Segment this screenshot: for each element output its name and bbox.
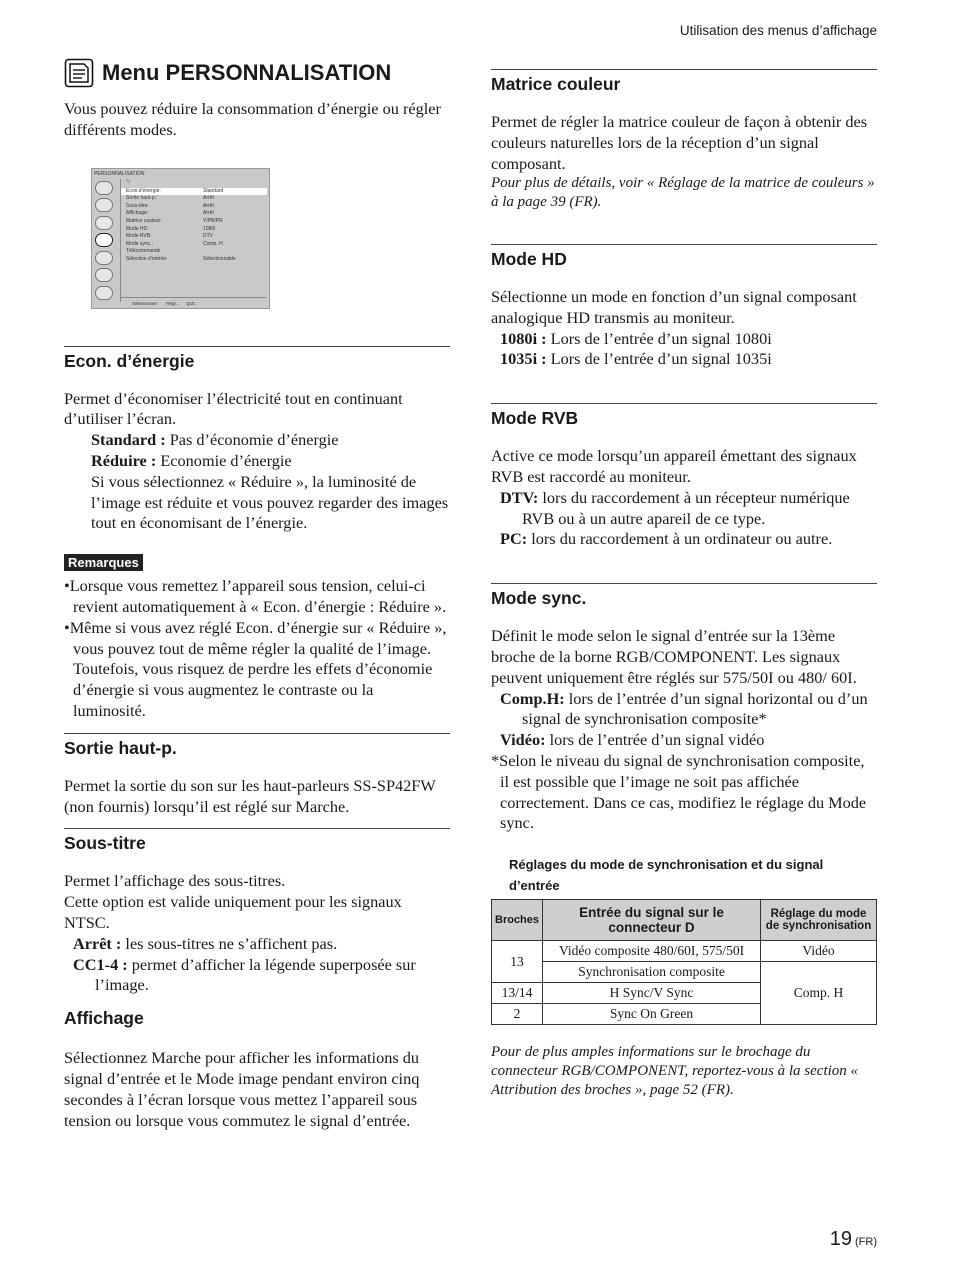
sous-titre-arret bbox=[64, 934, 450, 955]
personalization-selected-icon bbox=[95, 233, 113, 247]
option-label: Réduire : bbox=[91, 450, 157, 470]
remarques-badge: Remarques bbox=[64, 554, 143, 571]
footer-select-label: Sélectionner: bbox=[132, 300, 159, 306]
menu-back-row bbox=[121, 179, 267, 188]
option-label: Comp.H: bbox=[500, 688, 565, 708]
section-affichage bbox=[64, 1006, 450, 1131]
table-cell: 13 bbox=[492, 941, 543, 983]
econ-text: Permet d’économiser l’électricité tout en continuant d’utiliser l’écran. bbox=[64, 388, 403, 429]
sync-table-block bbox=[491, 854, 877, 1025]
option-label: 1035i : bbox=[500, 349, 547, 369]
option-text: les sous-titres ne s’affichent pas. bbox=[121, 933, 338, 953]
sous-titre-text1: Permet l’affichage des sous-titres. bbox=[64, 871, 286, 891]
table-cell: Vidéo composite 480/60I, 575/50I bbox=[543, 941, 761, 962]
menu-row bbox=[121, 218, 267, 226]
section-heading: Mode RVB bbox=[491, 408, 579, 429]
menu-row-value: Arrêt bbox=[203, 210, 214, 217]
mode-rvb-dtv bbox=[491, 488, 877, 530]
table-header-row bbox=[492, 900, 877, 941]
mode-sync-footnote: *Selon le niveau du signal de synchronisation composite, il est possible que l’image ne soit pas affichée correctement. Dans ce cas, modifiez le réglage du Mode sync. bbox=[491, 750, 867, 833]
option-text: lors du raccordement à un récepteur numérique RVB ou à un autre apareil de ce type. bbox=[522, 487, 850, 528]
menu-row-key: Econ.d’énergie: bbox=[126, 187, 161, 194]
option-label: PC: bbox=[500, 529, 528, 549]
info-menu-icon bbox=[95, 268, 113, 282]
note-item: •Même si vous avez réglé Econ. d’énergie sur « Réduire », vous pouvez tout de même régler la qualité de l’image. Toutefois, vous risquez de perdre les effets d’économie d’énergie si vous augmentez le contraste ou la luminosité. bbox=[64, 617, 447, 720]
section-heading: Mode HD bbox=[491, 248, 567, 269]
menu-row-value: Standard bbox=[203, 187, 224, 194]
menu-row bbox=[121, 248, 267, 256]
screen-menu-icon bbox=[95, 216, 113, 230]
section-matrice bbox=[491, 69, 877, 212]
option-text: Lors de l’entrée d’un signal 1080i bbox=[546, 328, 772, 348]
right-column bbox=[491, 69, 877, 1100]
econ-standard bbox=[64, 430, 450, 451]
option-text: Economie d’énergie bbox=[156, 450, 292, 470]
menu-row bbox=[121, 210, 267, 218]
menu-screen-icon-column bbox=[95, 181, 117, 304]
option-text: Lors de l’entrée d’un signal 1035i bbox=[546, 349, 772, 369]
mode-hd-text: Sélectionne un mode en fonction d’un signal composant analogique HD transmis au moniteur. bbox=[491, 286, 857, 327]
option-text: lors du raccordement à un ordinateur ou autre. bbox=[527, 529, 833, 549]
section-heading: Matrice couleur bbox=[491, 74, 621, 94]
table-header-cell: Broches bbox=[492, 900, 543, 941]
mode-sync-video bbox=[491, 730, 877, 751]
mode-rvb-pc bbox=[491, 529, 877, 550]
closing-reference: Pour de plus amples informations sur le brochage du connecteur RGB/COMPONENT, reportez-vous à la section « Attribution des broches », page 52 (FR). bbox=[491, 1044, 859, 1098]
footer-quit-label: Quit.: bbox=[186, 300, 197, 306]
section-sortie bbox=[64, 733, 450, 818]
sound-menu-icon bbox=[95, 198, 113, 212]
menu-screen-panel bbox=[120, 179, 267, 302]
menu-row bbox=[121, 195, 267, 203]
menu-screen-title: PERSONNALISATION bbox=[94, 170, 145, 177]
page-title-text: Menu PERSONNALISATION bbox=[102, 60, 392, 85]
section-heading: Sous-titre bbox=[64, 833, 146, 854]
menu-row-value: 1080i bbox=[203, 225, 216, 232]
sortie-text: Permet la sortie du son sur les haut-parleurs SS-SP42FW (non fournis) lorsqu’il est réglé sur Marche. bbox=[64, 775, 436, 816]
option-label: Standard : bbox=[91, 430, 166, 450]
table-header-cell: Entrée du signal sur le connecteur D bbox=[543, 900, 761, 941]
menu-row-key: Télécommande bbox=[126, 248, 161, 255]
table-cell: Comp. H bbox=[761, 962, 877, 1025]
menu-row-key: Mode HD: bbox=[126, 225, 149, 232]
table-row bbox=[492, 941, 877, 962]
menu-row bbox=[121, 241, 267, 249]
menu-row bbox=[121, 233, 267, 241]
menu-footer-divider bbox=[120, 297, 266, 298]
page-number-suffix: (FR) bbox=[851, 1236, 877, 1248]
mode-sync-comph bbox=[491, 689, 877, 731]
econ-reduire-detail: Si vous sélectionnez « Réduire », la luminosité de l’image est réduite et vous pouvez regarder des images tout en économisant de l’énergie. bbox=[91, 471, 449, 533]
matrice-text: Permet de régler la matrice couleur de façon à obtenir des couleurs naturelles lors de la réception d’un signal composant. bbox=[491, 112, 868, 173]
page-number-value: 19 bbox=[829, 1228, 852, 1250]
section-econ bbox=[64, 346, 450, 722]
option-label: Arrêt : bbox=[73, 933, 122, 953]
mode-hd-opt1 bbox=[491, 329, 877, 350]
running-head: Utilisation des menus d’affichage bbox=[679, 23, 877, 38]
option-label: Vidéo: bbox=[500, 730, 546, 750]
section-heading: Econ. d’énergie bbox=[64, 350, 195, 371]
section-mode-hd bbox=[491, 244, 877, 370]
page-number bbox=[830, 1228, 877, 1251]
table-header-cell: Réglage du mode de synchronisation bbox=[761, 900, 877, 941]
menu-row-value: Arrêt bbox=[203, 202, 214, 209]
picture-menu-icon bbox=[95, 181, 113, 195]
menu-screen-image bbox=[91, 168, 270, 309]
section-heading: Sortie haut-p. bbox=[64, 737, 177, 758]
option-text: Pas d’économie d’énergie bbox=[165, 430, 339, 450]
menu-row-key: Sortie haut-p.: bbox=[126, 195, 158, 202]
menu-row-value: DTV bbox=[203, 233, 213, 240]
affichage-text: Sélectionnez Marche pour afficher les informations du signal d’entrée et le Mode image pendant environ cinq secondes à l’écran lorsque vous mettez l’appareil sous tension ou lorsque vous commutez le signal d’entrée. bbox=[64, 1048, 420, 1130]
menu-row-key: Sous-titre: bbox=[126, 202, 149, 209]
page-title bbox=[64, 58, 450, 88]
note-text: Même si vous avez réglé Econ. d’énergie sur « Réduire », vous pouvez tout de même régler la qualité de l’image. Toutefois, vous risquez de perdre les effets d’économie d’énergie si vous augmentez le contraste ou la luminosité. bbox=[69, 617, 447, 720]
mode-hd-opt2 bbox=[491, 349, 877, 370]
left-column bbox=[64, 58, 450, 1131]
table-caption: Réglages du mode de synchronisation et du signal d’entrée bbox=[509, 857, 824, 894]
econ-reduire bbox=[64, 451, 450, 472]
setup-menu-icon bbox=[95, 251, 113, 265]
option-text: lors de l’entrée d’un signal horizontal ou d’un signal de synchronisation composite* bbox=[522, 688, 868, 729]
section-sous-titre bbox=[64, 828, 450, 996]
table-cell: H Sync/V Sync bbox=[543, 983, 761, 1004]
table-cell: Sync On Green bbox=[543, 1004, 761, 1025]
matrice-ref: Pour plus de détails, voir « Réglage de la matrice de couleurs » à la page 39 (FR). bbox=[491, 175, 875, 211]
personalization-menu-icon bbox=[64, 58, 94, 88]
menu-row-value: Y/PB/PR bbox=[203, 217, 223, 224]
mode-sync-text: Définit le mode selon le signal d’entrée sur la 13ème broche de la borne RGB/COMPONENT. Les signaux peuvent uniquement être réglés sur 575/50I ou 480/ 60I. bbox=[491, 626, 857, 687]
option-text: lors de l’entrée d’un signal vidéo bbox=[545, 730, 765, 750]
section-mode-sync bbox=[491, 583, 877, 834]
menu-row-value: Arrêt bbox=[203, 195, 214, 202]
menu-row bbox=[121, 256, 267, 264]
note-text: Lorsque vous remettez l’appareil sous tension, celui-ci revient automatiquement à « Econ. d’énergie : Réduire ». bbox=[69, 576, 447, 616]
section-heading: Affichage bbox=[64, 1008, 144, 1029]
section-mode-rvb bbox=[491, 403, 877, 550]
note-item: •Lorsque vous remettez l’appareil sous tension, celui-ci revient automatiquement à « Econ. d’énergie : Réduire ». bbox=[64, 576, 447, 616]
menu-screen-footer bbox=[132, 301, 197, 306]
option-label: CC1-4 : bbox=[73, 954, 128, 974]
intro-text: Vous pouvez réduire la consommation d’énergie ou régler différents modes. bbox=[64, 99, 441, 139]
menu-row bbox=[121, 226, 267, 234]
table-cell: 2 bbox=[492, 1004, 543, 1025]
table-row bbox=[492, 962, 877, 983]
menu-row bbox=[121, 188, 267, 196]
table-cell: Synchronisation composite bbox=[543, 962, 761, 983]
sync-table bbox=[491, 899, 877, 1025]
section-heading: Mode sync. bbox=[491, 588, 587, 609]
menu-row-key: Mode RVB: bbox=[126, 233, 152, 240]
menu-row-key: Sélection d’entrée: bbox=[126, 255, 168, 262]
sous-titre-cc bbox=[64, 955, 450, 997]
footer-set-label: Régl.: bbox=[166, 300, 179, 306]
menu-row-key: Affichage: bbox=[126, 210, 149, 217]
sous-titre-text2: Cette option est valide uniquement pour les signaux NTSC. bbox=[64, 892, 402, 932]
menu-row-key: Mode sync.: bbox=[126, 240, 153, 247]
menu-row-key: Matrice couleur: bbox=[126, 217, 162, 224]
table-cell: Vidéo bbox=[761, 941, 877, 962]
option-label: 1080i : bbox=[500, 328, 547, 348]
table-cell: 13/14 bbox=[492, 983, 543, 1004]
menu-row-value: Sélectionnable bbox=[203, 255, 236, 262]
option-text: permet d’afficher la légende superposée sur l’image. bbox=[95, 954, 416, 995]
mode-rvb-text: Active ce mode lorsqu’un appareil émettant des signaux RVB est raccordé au moniteur. bbox=[491, 446, 857, 486]
menu-row bbox=[121, 203, 267, 211]
language-menu-icon bbox=[95, 286, 113, 300]
menu-row-value: Comp. H bbox=[203, 240, 223, 247]
back-icon: ⮌ bbox=[126, 178, 131, 185]
option-label: DTV: bbox=[500, 487, 539, 507]
